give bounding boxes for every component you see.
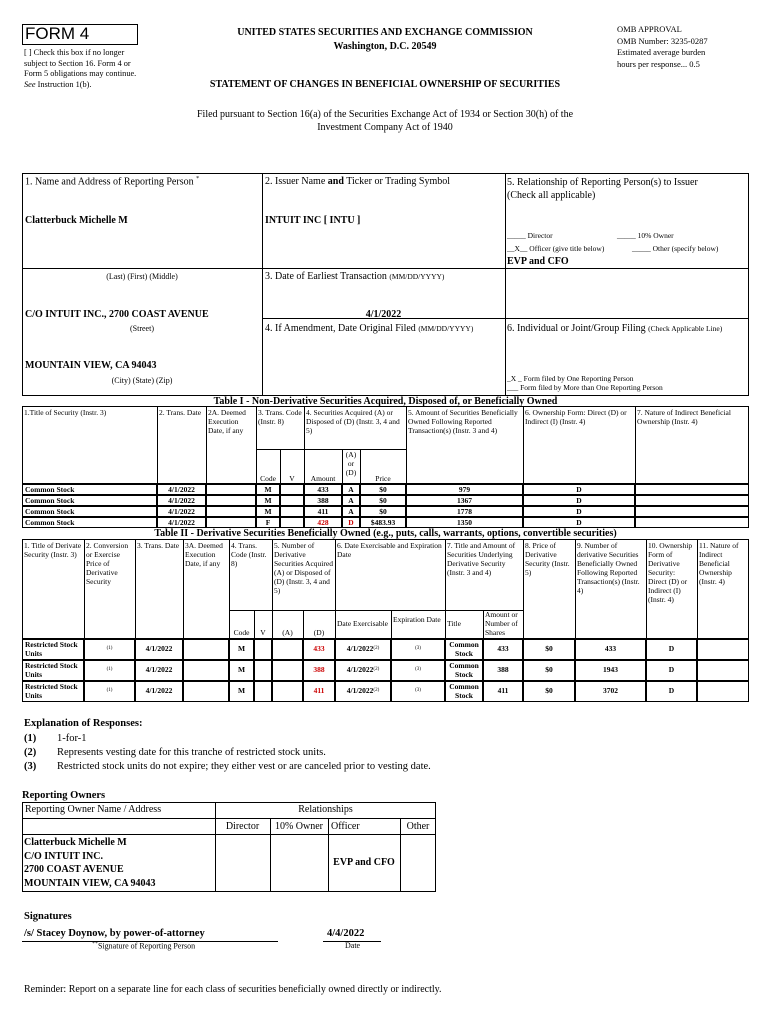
table2-col-header: 6. Date Exercisable and Expiration Date	[337, 541, 442, 559]
table2-exer-footnote: (2)	[373, 688, 380, 694]
table1-cell-nature	[635, 506, 749, 517]
table2-cell-date	[135, 681, 183, 702]
omb-title: OMB APPROVAL	[617, 24, 682, 34]
table2-value-utitle: Common Stock	[449, 661, 479, 679]
table1-cell-v	[280, 495, 304, 506]
table2-value-date: 4/1/2022	[145, 665, 173, 675]
city-label: (City) (State) (Zip)	[111, 376, 173, 385]
table2-cell-date	[135, 639, 183, 660]
box5-label-text: 5. Relationship of Reporting Person(s) to Issuer	[507, 177, 698, 188]
table2-value-exp: (3)	[415, 688, 421, 694]
table1-cell-nature	[635, 517, 749, 528]
table2-value-form: D	[668, 665, 675, 675]
table1-cell-code: F	[256, 517, 280, 528]
box5-sub: (Check all applicable)	[507, 190, 596, 201]
ten-pct-owner-check[interactable]: _____ 10% Owner	[617, 231, 674, 240]
officer-title: EVP and CFO	[507, 256, 569, 267]
director-check[interactable]: _____ Director	[507, 231, 553, 240]
table2-subheader-d: (D)	[313, 628, 325, 637]
statement-title: STATEMENT OF CHANGES IN BENEFICIAL OWNERSHIP OF SECURITIES	[209, 79, 561, 90]
table2-cell-nature	[697, 681, 749, 702]
date-label: Date	[345, 941, 361, 950]
sig-stars: **	[92, 941, 98, 947]
agency-location: Washington, D.C. 20549	[333, 41, 437, 52]
table2-col-header: 3A. Deemed Execution Date, if any	[185, 541, 223, 568]
table2-subheader-a: (A)	[282, 628, 293, 637]
owner-address-line: MOUNTAIN VIEW, CA 94043	[24, 877, 156, 889]
table1-title: Table I - Non-Derivative Securities Acquired, Disposed of, or Beneficially Owned	[213, 396, 558, 407]
box4-label-text: 4. If Amendment, Date Original Filed	[265, 323, 416, 334]
checkbox-see: See	[24, 79, 36, 89]
table1-cell-title: Common Stock	[22, 495, 157, 506]
owner-address-line: 2700 COAST AVENUE	[24, 864, 124, 875]
table1-cell-price: $0	[360, 495, 406, 506]
checkbox-instr: Instruction 1(b).	[37, 79, 92, 89]
table2-value-owned: 3702	[603, 686, 618, 696]
table2-value-exer: 4/1/2022	[346, 686, 374, 696]
table2-value-conv: (1)	[106, 646, 113, 652]
box1-star: *	[196, 176, 200, 182]
table2-cell-nature	[697, 639, 749, 660]
table2-cell-exec	[183, 660, 229, 681]
filed-line-1: Filed pursuant to Section 16(a) of the Securities Exchange Act of 1934 or Section 30(h) of the	[196, 109, 574, 120]
table2-col-header: 10. Ownership Form of Derivative Security: Direct (D) or Indirect (I) (Instr. 4)	[648, 541, 693, 604]
table2-cell-date	[135, 660, 183, 681]
table2-value-price: $0	[545, 686, 553, 696]
table1-cell-exec	[206, 506, 256, 517]
table1-cell-code: M	[256, 506, 280, 517]
explanation-item	[24, 732, 431, 746]
table2-subheader-exercisable: Date Exercisable	[337, 619, 389, 628]
box5-label	[507, 176, 698, 202]
table2-cell-exec	[183, 639, 229, 660]
table2-cell-title	[22, 660, 84, 681]
owners-col-officer: Officer	[331, 821, 360, 832]
table1-subheader-price: Price	[375, 474, 391, 483]
omb-box	[617, 24, 747, 70]
table1-cell-exec	[206, 484, 256, 495]
table2-col-header: 8. Price of Derivative Security (Instr. 5)	[525, 541, 570, 577]
table1-cell-title: Common Stock	[22, 517, 157, 528]
officer-check[interactable]: __X__ Officer (give title below)	[507, 244, 605, 253]
signature-label	[92, 941, 195, 951]
owner-address	[24, 836, 156, 890]
table1-col-header: 3. Trans. Code (Instr. 8)	[258, 408, 302, 426]
table2-cell-exp	[391, 639, 445, 660]
table1-cell-form: D	[523, 517, 635, 528]
signer-name: /s/ Stacey Doynow, by power-of-attorney	[24, 928, 205, 939]
table1-subheader-v: V	[289, 474, 295, 483]
box3-label	[265, 271, 444, 282]
table2-col-header: 5. Number of Derivative Securities Acquired (A) or Disposed of (D) (Instr. 3, 4 and 5)	[274, 541, 333, 595]
table2-value-utitle: Common Stock	[449, 682, 479, 700]
table1-cell-code: M	[256, 484, 280, 495]
table1-cell-ad: A	[342, 495, 360, 506]
explanation-num: (2)	[24, 747, 37, 758]
name-parts-label: (Last) (First) (Middle)	[106, 272, 178, 281]
table1-cell-date: 4/1/2022	[157, 517, 206, 528]
table1-cell-nature	[635, 495, 749, 506]
table1-cell-ad: A	[342, 484, 360, 495]
table1-cell-date: 4/1/2022	[157, 506, 206, 517]
table2-cell-code	[229, 660, 254, 681]
table2-cell-exp	[391, 681, 445, 702]
table2-cell-code	[229, 681, 254, 702]
table2-col-header: 9. Number of derivative Securities Beneficially Owned Following Reported Transaction(s) (Instr. 4)	[577, 541, 640, 595]
owners-col-relationships: Relationships	[298, 804, 353, 815]
table2-value-code: M	[237, 665, 246, 675]
table2-cell-d	[303, 660, 335, 681]
table2-cell-conv	[84, 639, 135, 660]
more-person-check[interactable]: ___ Form filed by More than One Reporting Person	[507, 383, 663, 392]
sig-label-text: Signature of Reporting Person	[98, 941, 196, 951]
table2-cell-owned	[575, 639, 646, 660]
table2-value-d: 433	[313, 644, 325, 654]
table2-cell-form	[646, 639, 697, 660]
table2-value-title: Restricted Stock Units	[25, 682, 78, 700]
street-address: C/O INTUIT INC., 2700 COAST AVENUE	[25, 309, 209, 320]
table2-value-ushares: 388	[497, 665, 509, 675]
omb-burden: Estimated average burden	[617, 47, 706, 57]
table2-cell-price	[523, 681, 575, 702]
table2-value-exp: (3)	[415, 646, 421, 652]
table2-cell-a	[272, 681, 303, 702]
table1-cell-amount: 411	[304, 506, 342, 517]
table2-cell-ushares	[483, 639, 523, 660]
table2-value-utitle: Common Stock	[449, 640, 479, 658]
table2-value-price: $0	[545, 665, 553, 675]
omb-hours: hours per response... 0.5	[617, 58, 700, 69]
table1-cell-title: Common Stock	[22, 484, 157, 495]
table2-value-title: Restricted Stock Units	[25, 640, 78, 658]
table2-cell-exer	[335, 639, 391, 660]
explanation-text: Restricted stock units do not expire; they either vest or are canceled prior to vesting date.	[57, 761, 431, 772]
box2-label	[265, 176, 450, 187]
table2-cell-d	[303, 639, 335, 660]
box3-label-text: 3. Date of Earliest Transaction	[265, 271, 387, 282]
table2-cell-utitle	[445, 639, 483, 660]
owners-col-name: Reporting Owner Name / Address	[25, 804, 162, 815]
table2-cell-exec	[183, 681, 229, 702]
box6-label	[507, 323, 747, 335]
table1-cell-owned: 1367	[406, 495, 523, 506]
box4-label	[265, 323, 473, 334]
table2-cell-owned	[575, 660, 646, 681]
other-check[interactable]: _____ Other (specify below)	[632, 244, 719, 253]
explanation-title: Explanation of Responses:	[24, 718, 143, 729]
omb-number: OMB Number: 3235-0287	[617, 35, 708, 46]
box2-label-a: 2. Issuer Name	[265, 176, 328, 187]
table2-cell-nature	[697, 660, 749, 681]
table2-col-header: 1. Title of Derivate Security (Instr. 3)	[24, 541, 82, 559]
table2-col-header: 7. Title and Amount of Securities Underlying Derivative Security (Instr. 3 and 4)	[447, 541, 516, 577]
table1-cell-price: $0	[360, 506, 406, 517]
explanation-list	[24, 732, 431, 774]
reminder-text: Reminder: Report on a separate line for each class of securities beneficially owned directly or indirectly.	[24, 984, 442, 995]
table1-cell-date: 4/1/2022	[157, 484, 206, 495]
table2-cell-form	[646, 681, 697, 702]
table1-cell-owned: 1778	[406, 506, 523, 517]
table2-cell-exer	[335, 681, 391, 702]
city-address: MOUNTAIN VIEW, CA 94043	[25, 360, 157, 371]
table2-subheader-v: V	[260, 628, 266, 637]
table2-col-header: 2. Conversion or Exercise Price of Derivative Security	[86, 541, 129, 586]
table2-exer-footnote: (2)	[373, 667, 380, 673]
explanation-text: 1-for-1	[57, 733, 87, 744]
form-title: FORM 4	[25, 24, 90, 43]
table2-cell-v	[254, 681, 272, 702]
table2-cell-title	[22, 639, 84, 660]
table2-value-ushares: 411	[497, 686, 509, 696]
table2-value-title: Restricted Stock Units	[25, 661, 78, 679]
table1-col-header: 7. Nature of Indirect Beneficial Ownership (Instr. 4)	[637, 408, 731, 426]
table1-cell-ad: A	[342, 506, 360, 517]
table2-cell-a	[272, 639, 303, 660]
table2-cell-conv	[84, 660, 135, 681]
table1-col-header: 2A. Deemed Execution Date, if any	[208, 408, 246, 435]
table2-cell-price	[523, 660, 575, 681]
table2-value-price: $0	[545, 644, 553, 654]
table2-value-ushares: 433	[497, 644, 509, 654]
table1-cell-date: 4/1/2022	[157, 495, 206, 506]
table1-cell-form: D	[523, 495, 635, 506]
table1-col-header: 1.Title of Security (Instr. 3)	[24, 408, 107, 417]
one-person-check[interactable]: _X _ Form filed by One Reporting Person	[507, 374, 634, 383]
table2-value-exp: (3)	[415, 667, 421, 673]
table2-exer-footnote: (2)	[373, 646, 380, 652]
issuer-name: INTUIT INC [ INTU ]	[265, 215, 361, 226]
box3-fmt: (MM/DD/YYYY)	[389, 272, 445, 281]
owners-col-ten: 10% Owner	[274, 821, 324, 832]
table2-subheader-title: Title	[447, 619, 461, 628]
table1-col-header: 5. Amount of Securities Beneficially Owned Following Reported Transaction(s) (Instr. 3 and 4)	[408, 408, 518, 435]
table2-value-date: 4/1/2022	[145, 686, 173, 696]
table2-cell-form	[646, 660, 697, 681]
table2-value-code: M	[237, 686, 246, 696]
box2-and: and	[327, 176, 344, 187]
box2-label-b: Ticker or Trading Symbol	[343, 176, 451, 187]
table2-cell-exer	[335, 660, 391, 681]
table2-title: Table II - Derivative Securities Beneficially Owned (e.g., puts, calls, warrants, options, convertible securities)	[154, 528, 617, 539]
table2-value-exer: 4/1/2022	[346, 665, 374, 675]
explanation-text: Represents vesting date for this tranche of restricted stock units.	[57, 747, 326, 758]
table1-subheader-aord: (A) or (D)	[345, 450, 357, 477]
table2-cell-d	[303, 681, 335, 702]
table1-cell-amount: 428	[304, 517, 342, 528]
table2-cell-owned	[575, 681, 646, 702]
section16-checkbox-text[interactable]	[24, 48, 149, 90]
table2-cell-code	[229, 639, 254, 660]
table1-cell-form: D	[523, 484, 635, 495]
agency-name: UNITED STATES SECURITIES AND EXCHANGE COMMISSION	[237, 27, 533, 38]
table2-value-form: D	[668, 644, 675, 654]
earliest-date: 4/1/2022	[365, 309, 402, 320]
table1-cell-price: $483.93	[360, 517, 406, 528]
reporting-person-name: Clatterbuck Michelle M	[25, 215, 128, 226]
table2-value-conv: (1)	[106, 688, 113, 694]
table1-cell-ad: D	[342, 517, 360, 528]
table1-subheader-code: Code	[260, 474, 276, 483]
explanation-item	[24, 746, 431, 760]
box4-fmt: (MM/DD/YYYY)	[418, 324, 474, 333]
owner-address-line: Clatterbuck Michelle M	[24, 837, 127, 848]
table1-cell-exec	[206, 495, 256, 506]
box1-label-text: 1. Name and Address of Reporting Person	[25, 176, 194, 188]
table2-cell-price	[523, 639, 575, 660]
table2-cell-ushares	[483, 681, 523, 702]
explanation-item	[24, 760, 431, 774]
table2-subheader-expiration: Expiration Date	[393, 615, 441, 624]
table2-value-d: 411	[313, 686, 325, 696]
table2-subheader-code: Code	[233, 628, 250, 637]
table2-value-exer: 4/1/2022	[346, 644, 374, 654]
table1-cell-amount: 433	[304, 484, 342, 495]
box6-sub: (Check Applicable Line)	[648, 324, 723, 333]
explanation-num: (3)	[24, 761, 37, 772]
box6-label-text: 6. Individual or Joint/Group Filing	[507, 323, 646, 334]
table1-cell-price: $0	[360, 484, 406, 495]
table1-cell-amount: 388	[304, 495, 342, 506]
table1-col-header: 2. Trans. Date	[159, 408, 202, 417]
table2-cell-v	[254, 660, 272, 681]
table2-cell-utitle	[445, 681, 483, 702]
table2-value-owned: 433	[604, 644, 617, 654]
table2-value-owned: 1943	[603, 665, 618, 675]
table1-cell-v	[280, 506, 304, 517]
box1-label	[25, 176, 199, 187]
table1-cell-form: D	[523, 506, 635, 517]
table2-cell-a	[272, 660, 303, 681]
table1-cell-owned: 1350	[406, 517, 523, 528]
table2-cell-ushares	[483, 660, 523, 681]
owners-col-director: Director	[225, 821, 260, 832]
table1-cell-code: M	[256, 495, 280, 506]
table2-value-d: 388	[313, 665, 325, 675]
table1-cell-exec	[206, 517, 256, 528]
explanation-num: (1)	[24, 733, 37, 744]
table1-col-header: 6. Ownership Form: Direct (D) or Indirect (I) (Instr. 4)	[525, 408, 627, 426]
table2-cell-v	[254, 639, 272, 660]
table1-cell-v	[280, 517, 304, 528]
table1-cell-v	[280, 484, 304, 495]
table2-subheader-shares: Amount or Number of Shares	[485, 610, 518, 637]
table2-col-header: 11. Nature of Indirect Beneficial Ownership (Instr. 4)	[699, 541, 739, 586]
street-label: (Street)	[130, 324, 154, 333]
table2-cell-conv	[84, 681, 135, 702]
signatures-title: Signatures	[24, 911, 72, 922]
table2-value-code: M	[237, 644, 246, 654]
owners-col-other: Other	[406, 821, 430, 832]
table1-cell-owned: 979	[406, 484, 523, 495]
table1-col-header: 4. Securities Acquired (A) or Disposed of (D) (Instr. 3, 4 and 5)	[306, 408, 400, 435]
table2-value-form: D	[668, 686, 675, 696]
table2-col-header: 4. Trans. Code (Instr. 8)	[231, 541, 267, 568]
owners-title: Reporting Owners	[22, 790, 106, 801]
table1-cell-nature	[635, 484, 749, 495]
table2-value-date: 4/1/2022	[145, 644, 173, 654]
filed-line-2: Investment Company Act of 1940	[317, 122, 453, 133]
table2-col-header: 3. Trans. Date	[137, 541, 180, 550]
owner-officer-value: EVP and CFO	[333, 857, 395, 868]
table2-value-conv: (1)	[106, 667, 113, 673]
table1-subheader-amount: Amount	[310, 474, 336, 483]
table1-cell-title: Common Stock	[22, 506, 157, 517]
signature-date: 4/4/2022	[327, 928, 365, 939]
table2-cell-utitle	[445, 660, 483, 681]
table2-cell-exp	[391, 660, 445, 681]
table2-cell-title	[22, 681, 84, 702]
checkbox-text: [ ] Check this box if no longer subject to Section 16. Form 4 or Form 5 obligations may continue.	[24, 48, 137, 78]
owner-address-line: C/O INTUIT INC.	[24, 850, 103, 862]
